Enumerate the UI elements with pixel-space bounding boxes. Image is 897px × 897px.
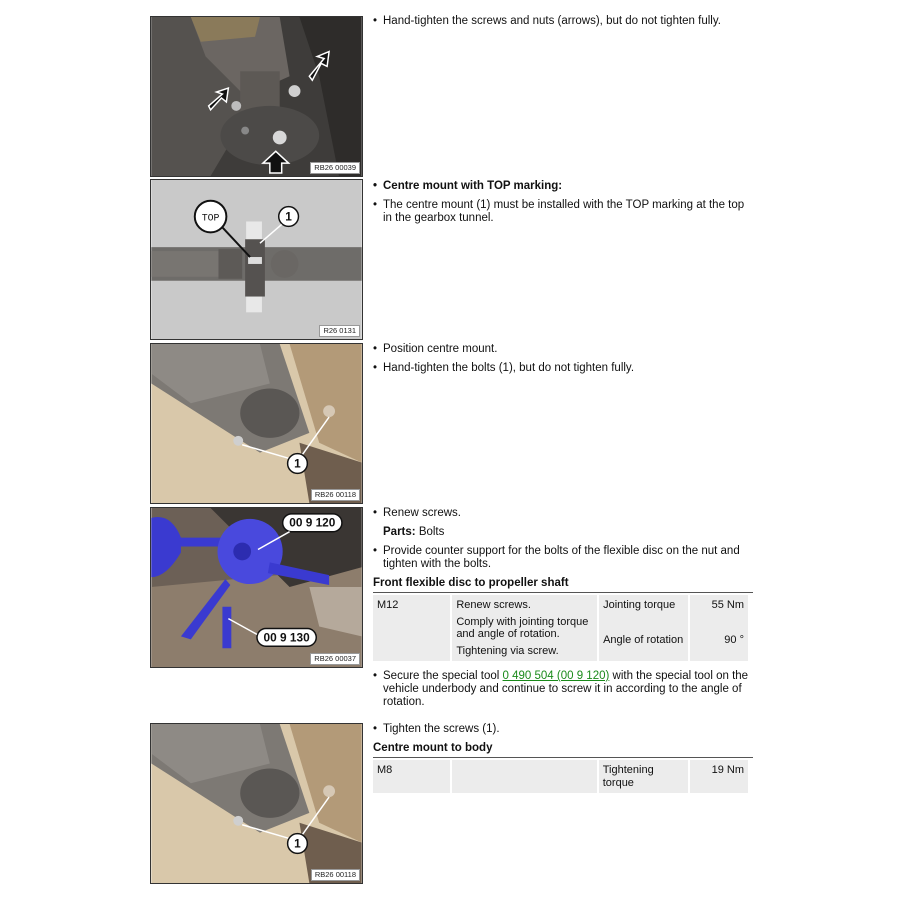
figure-centre-mount-top <box>150 179 363 340</box>
spec-value: 55 Nm <box>711 599 744 611</box>
figure-flexible-disc-arrows <box>150 16 363 177</box>
centre-mount-photo <box>151 724 362 883</box>
spec-label: Angle of rotation <box>603 633 684 646</box>
table-title: Centre mount to body <box>373 742 753 758</box>
bolt-size: M8 <box>373 760 451 793</box>
spec-label: Tightening torque <box>598 760 690 793</box>
step-5 <box>373 723 753 793</box>
torque-table <box>373 760 748 793</box>
spec-labels <box>598 595 689 661</box>
flexible-disc-photo <box>151 17 362 176</box>
step-3 <box>373 343 753 381</box>
special-tool-photo <box>151 508 362 667</box>
figure-code: RB26 00039 <box>310 162 360 174</box>
bolt-size: M12 <box>373 595 451 661</box>
figure-code: RB26 00118 <box>311 489 360 501</box>
notes-cell <box>451 760 597 793</box>
table-row <box>373 595 748 661</box>
instruction: • Renew screws. <box>373 507 753 520</box>
spec-value: 90 ° <box>724 633 744 646</box>
step-4 <box>373 507 753 715</box>
svg-text:00 9 120: 00 9 120 <box>289 515 336 530</box>
table-row <box>373 760 748 793</box>
svg-text:TOP: TOP <box>201 212 220 224</box>
instruction-text: Secure the special tool <box>383 670 503 682</box>
instruction: • Position centre mount. <box>373 343 753 356</box>
figure-centre-mount-position <box>150 343 363 504</box>
step-2 <box>373 180 753 231</box>
figure-code: R26 0131 <box>319 325 360 337</box>
note: Comply with jointing torque and angle of rotation. <box>456 615 589 640</box>
figure-special-tool <box>150 507 363 668</box>
figure-code: RB26 00118 <box>311 869 360 881</box>
special-tool-link[interactable]: 0 490 504 (00 9 120) <box>502 670 610 682</box>
instruction-heading: • Centre mount with TOP marking: <box>373 180 753 193</box>
spec-values <box>689 595 748 661</box>
instruction: • The centre mount (1) must be installed with the TOP marking at the top in the gearbox tunnel. <box>373 199 753 225</box>
table-title: Front flexible disc to propeller shaft <box>373 577 753 593</box>
instruction-text: with the special tool on the vehicle underbody and continue to screw it in according to the angle of rotation. <box>383 670 749 708</box>
centre-mount-diagram <box>151 180 362 339</box>
svg-text:00 9 130: 00 9 130 <box>263 630 310 645</box>
parts-line <box>373 526 753 539</box>
figure-centre-mount-tighten <box>150 723 363 884</box>
parts-label: Parts: <box>383 526 416 538</box>
instruction: • Provide counter support for the bolts of the flexible disc on the nut and tighten with the bolts. <box>373 545 753 571</box>
svg-text:1: 1 <box>294 456 301 471</box>
step-1 <box>373 15 753 34</box>
torque-table <box>373 595 748 661</box>
instruction: • Hand-tighten the bolts (1), but do not tighten fully. <box>373 362 753 375</box>
spec-value: 19 Nm <box>711 764 744 776</box>
centre-mount-photo <box>151 344 362 503</box>
svg-text:1: 1 <box>294 836 301 851</box>
figure-code: RB26 00037 <box>310 653 360 665</box>
instruction: • Hand-tighten the screws and nuts (arrows), but do not tighten fully. <box>373 15 753 28</box>
note: Renew screws. <box>456 599 531 611</box>
instruction <box>373 670 753 709</box>
svg-text:1: 1 <box>285 209 292 224</box>
note: Tightening via screw. <box>456 644 559 657</box>
notes-cell <box>451 595 598 661</box>
instruction: • Tighten the screws (1). <box>373 723 753 736</box>
parts-value: Bolts <box>418 526 445 538</box>
spec-label: Jointing torque <box>603 599 676 611</box>
